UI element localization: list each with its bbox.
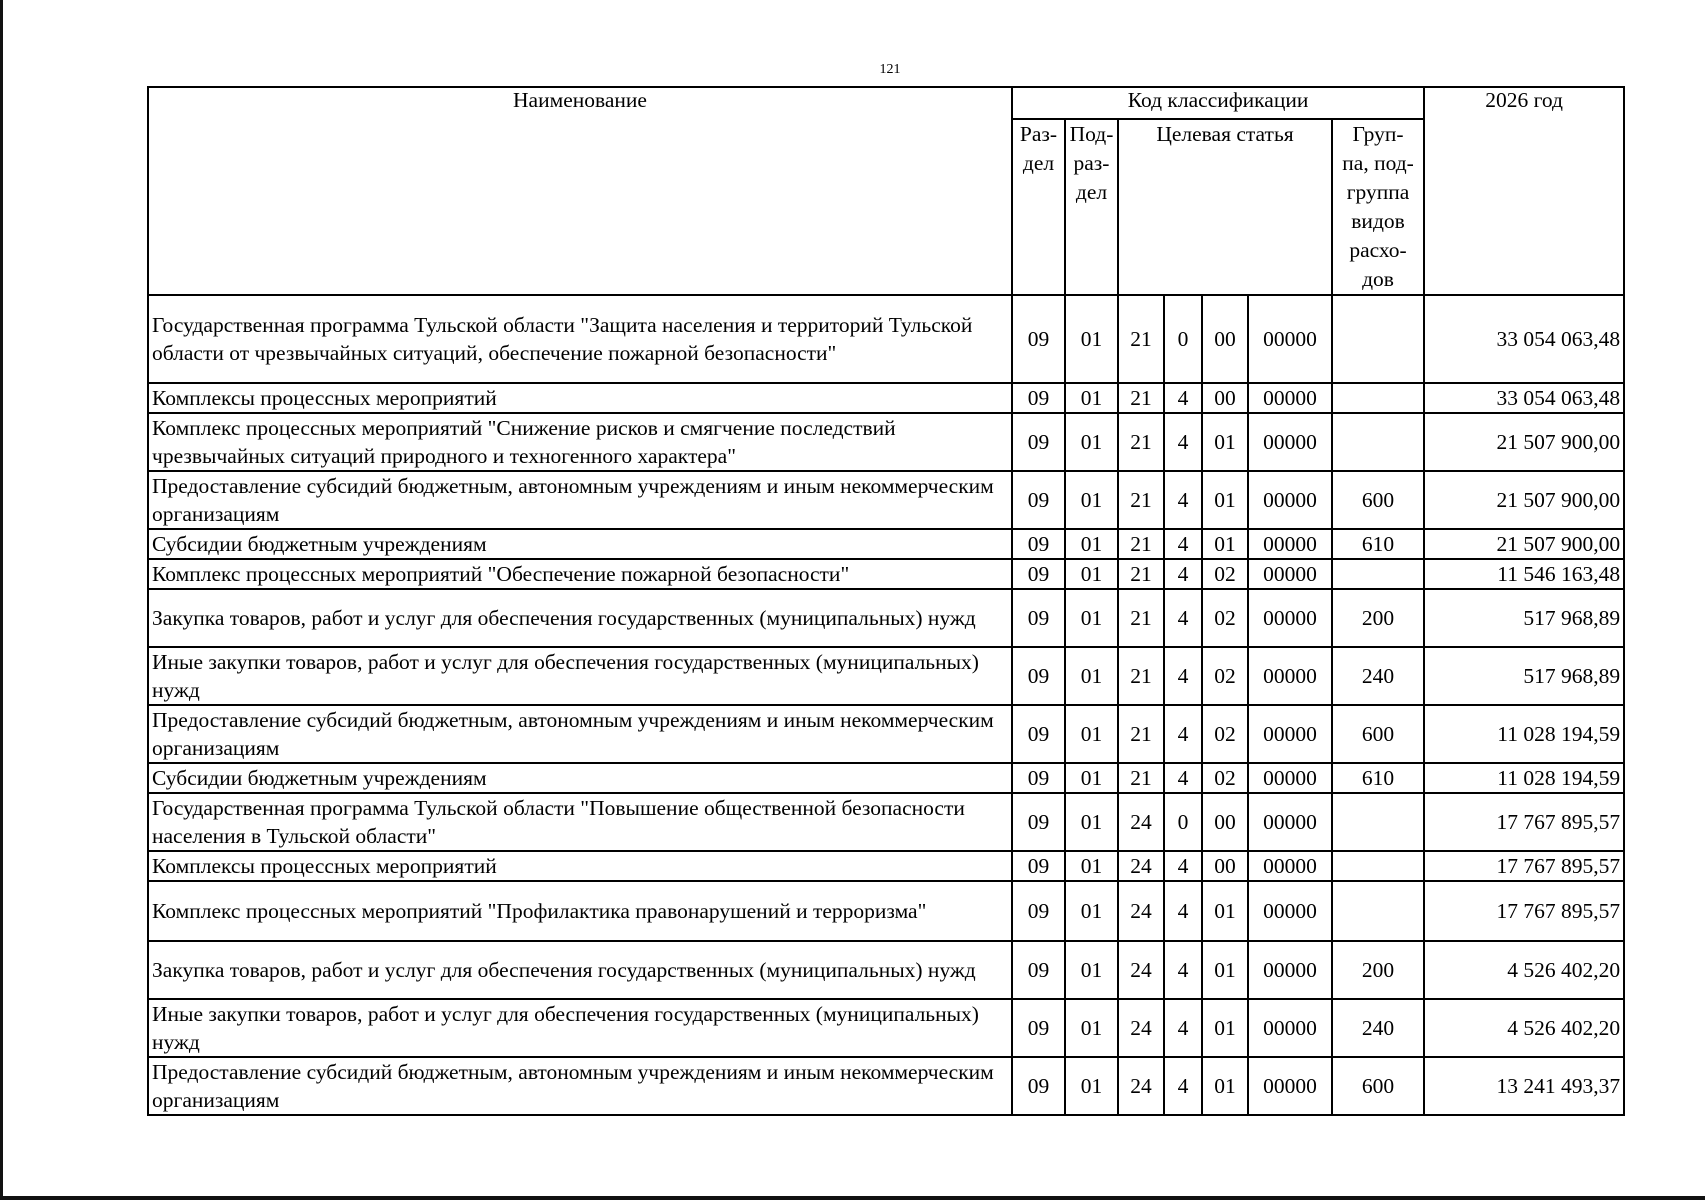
row-target-direction: 00000	[1248, 999, 1332, 1057]
row-amount: 33 054 063,48	[1424, 383, 1624, 413]
row-amount: 17 767 895,57	[1424, 851, 1624, 881]
row-target-type: 4	[1164, 647, 1202, 705]
row-target-direction: 00000	[1248, 559, 1332, 589]
row-target-direction: 00000	[1248, 295, 1332, 383]
row-expense-group: 240	[1332, 647, 1424, 705]
table-row	[148, 471, 1624, 529]
row-podrazdel: 01	[1065, 763, 1118, 793]
row-amount: 11 028 194,59	[1424, 763, 1624, 793]
row-expense-group	[1332, 383, 1424, 413]
row-target-structure: 00	[1202, 383, 1248, 413]
table-body	[148, 295, 1624, 1115]
row-target-direction: 00000	[1248, 529, 1332, 559]
row-expense-group	[1332, 881, 1424, 941]
row-name: Комплекс процессных мероприятий "Снижение рисков и смягчение последствий чрезвычайных ситуаций природного и техногенного характера"	[148, 413, 1012, 471]
row-name: Субсидии бюджетным учреждениям	[148, 529, 1012, 559]
row-razdel: 09	[1012, 793, 1065, 851]
row-target-structure: 00	[1202, 295, 1248, 383]
header-year: 2026 год	[1424, 87, 1624, 295]
row-name: Закупка товаров, работ и услуг для обеспечения государственных (муниципальных) нужд	[148, 589, 1012, 647]
row-name: Предоставление субсидий бюджетным, автономным учреждениям и иным некоммерческим организациям	[148, 705, 1012, 763]
row-razdel: 09	[1012, 589, 1065, 647]
row-expense-group: 200	[1332, 589, 1424, 647]
row-target-structure: 01	[1202, 413, 1248, 471]
row-name: Комплексы процессных мероприятий	[148, 851, 1012, 881]
row-podrazdel: 01	[1065, 851, 1118, 881]
table-row	[148, 941, 1624, 999]
table-row	[148, 647, 1624, 705]
row-target-program: 21	[1118, 529, 1164, 559]
row-amount: 17 767 895,57	[1424, 793, 1624, 851]
row-target-type: 4	[1164, 471, 1202, 529]
row-podrazdel: 01	[1065, 383, 1118, 413]
row-amount: 11 028 194,59	[1424, 705, 1624, 763]
header-podrazdel: Под- раз- дел	[1065, 119, 1118, 295]
row-razdel: 09	[1012, 647, 1065, 705]
table-row	[148, 559, 1624, 589]
table-row	[148, 851, 1624, 881]
row-target-type: 4	[1164, 851, 1202, 881]
header-expense-group: Груп- па, под- группа видов расхо- дов	[1332, 119, 1424, 295]
table-row	[148, 383, 1624, 413]
row-podrazdel: 01	[1065, 413, 1118, 471]
table-row	[148, 413, 1624, 471]
row-target-structure: 02	[1202, 589, 1248, 647]
row-target-type: 4	[1164, 383, 1202, 413]
row-razdel: 09	[1012, 999, 1065, 1057]
row-amount: 21 507 900,00	[1424, 471, 1624, 529]
row-target-structure: 01	[1202, 471, 1248, 529]
row-target-type: 4	[1164, 1057, 1202, 1115]
row-target-program: 24	[1118, 793, 1164, 851]
header-razdel: Раз- дел	[1012, 119, 1065, 295]
row-expense-group: 610	[1332, 529, 1424, 559]
row-target-type: 4	[1164, 941, 1202, 999]
row-razdel: 09	[1012, 763, 1065, 793]
row-razdel: 09	[1012, 705, 1065, 763]
row-expense-group	[1332, 793, 1424, 851]
row-target-structure: 00	[1202, 793, 1248, 851]
row-name: Государственная программа Тульской области "Повышение общественной безопасности населения в Тульской области"	[148, 793, 1012, 851]
row-name: Комплекс процессных мероприятий "Профилактика правонарушений и терроризма"	[148, 881, 1012, 941]
row-target-program: 24	[1118, 851, 1164, 881]
row-target-direction: 00000	[1248, 647, 1332, 705]
row-razdel: 09	[1012, 1057, 1065, 1115]
row-podrazdel: 01	[1065, 529, 1118, 559]
row-expense-group: 600	[1332, 705, 1424, 763]
row-target-direction: 00000	[1248, 471, 1332, 529]
page-number: 121	[879, 62, 901, 77]
row-target-type: 0	[1164, 295, 1202, 383]
row-podrazdel: 01	[1065, 559, 1118, 589]
table-row	[148, 295, 1624, 383]
row-target-structure: 01	[1202, 941, 1248, 999]
row-target-type: 4	[1164, 413, 1202, 471]
row-target-program: 21	[1118, 471, 1164, 529]
row-target-direction: 00000	[1248, 1057, 1332, 1115]
table-row	[148, 529, 1624, 559]
row-target-type: 4	[1164, 999, 1202, 1057]
table-row	[148, 793, 1624, 851]
row-target-direction: 00000	[1248, 589, 1332, 647]
header-target-article: Целевая статья	[1118, 119, 1332, 295]
row-amount: 517 968,89	[1424, 589, 1624, 647]
row-podrazdel: 01	[1065, 1057, 1118, 1115]
row-name: Закупка товаров, работ и услуг для обеспечения государственных (муниципальных) нужд	[148, 941, 1012, 999]
row-podrazdel: 01	[1065, 999, 1118, 1057]
row-target-direction: 00000	[1248, 383, 1332, 413]
table-row	[148, 763, 1624, 793]
row-target-program: 21	[1118, 413, 1164, 471]
row-name: Предоставление субсидий бюджетным, автономным учреждениям и иным некоммерческим организациям	[148, 471, 1012, 529]
budget-table	[147, 86, 1625, 1116]
row-target-direction: 00000	[1248, 763, 1332, 793]
row-podrazdel: 01	[1065, 793, 1118, 851]
row-amount: 517 968,89	[1424, 647, 1624, 705]
row-expense-group: 600	[1332, 471, 1424, 529]
row-podrazdel: 01	[1065, 295, 1118, 383]
scan-border-left	[0, 0, 3, 1200]
scan-border-bottom	[0, 1196, 1705, 1200]
row-name: Иные закупки товаров, работ и услуг для обеспечения государственных (муниципальных) нужд	[148, 647, 1012, 705]
row-expense-group	[1332, 559, 1424, 589]
row-name: Комплекс процессных мероприятий "Обеспечение пожарной безопасности"	[148, 559, 1012, 589]
row-target-program: 21	[1118, 383, 1164, 413]
row-podrazdel: 01	[1065, 941, 1118, 999]
row-razdel: 09	[1012, 559, 1065, 589]
row-target-program: 21	[1118, 589, 1164, 647]
row-razdel: 09	[1012, 383, 1065, 413]
row-name: Субсидии бюджетным учреждениям	[148, 763, 1012, 793]
row-amount: 11 546 163,48	[1424, 559, 1624, 589]
row-target-type: 4	[1164, 529, 1202, 559]
table-row	[148, 589, 1624, 647]
row-razdel: 09	[1012, 471, 1065, 529]
row-target-structure: 01	[1202, 529, 1248, 559]
row-amount: 17 767 895,57	[1424, 881, 1624, 941]
row-target-direction: 00000	[1248, 851, 1332, 881]
row-target-program: 24	[1118, 941, 1164, 999]
row-amount: 21 507 900,00	[1424, 529, 1624, 559]
table-row	[148, 1057, 1624, 1115]
row-expense-group	[1332, 851, 1424, 881]
row-amount: 4 526 402,20	[1424, 941, 1624, 999]
row-expense-group	[1332, 413, 1424, 471]
row-target-program: 24	[1118, 881, 1164, 941]
row-target-type: 4	[1164, 705, 1202, 763]
row-amount: 4 526 402,20	[1424, 999, 1624, 1057]
row-target-program: 24	[1118, 1057, 1164, 1115]
row-razdel: 09	[1012, 941, 1065, 999]
row-target-type: 4	[1164, 559, 1202, 589]
row-target-type: 4	[1164, 589, 1202, 647]
table-header	[148, 87, 1624, 295]
row-target-structure: 02	[1202, 559, 1248, 589]
row-target-structure: 01	[1202, 881, 1248, 941]
table-row	[148, 705, 1624, 763]
row-expense-group	[1332, 295, 1424, 383]
header-name: Наименование	[148, 87, 1012, 295]
row-podrazdel: 01	[1065, 705, 1118, 763]
row-razdel: 09	[1012, 413, 1065, 471]
row-expense-group: 600	[1332, 1057, 1424, 1115]
row-target-direction: 00000	[1248, 941, 1332, 999]
row-target-structure: 01	[1202, 999, 1248, 1057]
row-name: Комплексы процессных мероприятий	[148, 383, 1012, 413]
row-target-structure: 00	[1202, 851, 1248, 881]
row-target-program: 21	[1118, 647, 1164, 705]
row-razdel: 09	[1012, 881, 1065, 941]
header-classification: Код классификации	[1012, 87, 1424, 119]
row-target-direction: 00000	[1248, 705, 1332, 763]
row-target-structure: 01	[1202, 1057, 1248, 1115]
row-name: Иные закупки товаров, работ и услуг для обеспечения государственных (муниципальных) нужд	[148, 999, 1012, 1057]
row-target-program: 21	[1118, 295, 1164, 383]
table-row	[148, 999, 1624, 1057]
row-amount: 21 507 900,00	[1424, 413, 1624, 471]
row-podrazdel: 01	[1065, 589, 1118, 647]
row-target-type: 0	[1164, 793, 1202, 851]
row-target-type: 4	[1164, 763, 1202, 793]
row-amount: 13 241 493,37	[1424, 1057, 1624, 1115]
row-target-direction: 00000	[1248, 793, 1332, 851]
row-target-program: 21	[1118, 559, 1164, 589]
table-row	[148, 881, 1624, 941]
row-target-program: 24	[1118, 999, 1164, 1057]
row-razdel: 09	[1012, 529, 1065, 559]
row-amount: 33 054 063,48	[1424, 295, 1624, 383]
row-podrazdel: 01	[1065, 881, 1118, 941]
row-target-direction: 00000	[1248, 413, 1332, 471]
row-expense-group: 610	[1332, 763, 1424, 793]
row-podrazdel: 01	[1065, 471, 1118, 529]
row-target-structure: 02	[1202, 705, 1248, 763]
row-podrazdel: 01	[1065, 647, 1118, 705]
row-target-program: 21	[1118, 763, 1164, 793]
row-razdel: 09	[1012, 851, 1065, 881]
row-razdel: 09	[1012, 295, 1065, 383]
row-target-structure: 02	[1202, 763, 1248, 793]
row-expense-group: 240	[1332, 999, 1424, 1057]
row-target-type: 4	[1164, 881, 1202, 941]
row-name: Государственная программа Тульской области "Защита населения и территорий Тульской области от чрезвычайных ситуаций, обеспечение пожарной безопасности"	[148, 295, 1012, 383]
row-expense-group: 200	[1332, 941, 1424, 999]
row-target-direction: 00000	[1248, 881, 1332, 941]
row-target-program: 21	[1118, 705, 1164, 763]
row-target-structure: 02	[1202, 647, 1248, 705]
row-name: Предоставление субсидий бюджетным, автономным учреждениям и иным некоммерческим организациям	[148, 1057, 1012, 1115]
